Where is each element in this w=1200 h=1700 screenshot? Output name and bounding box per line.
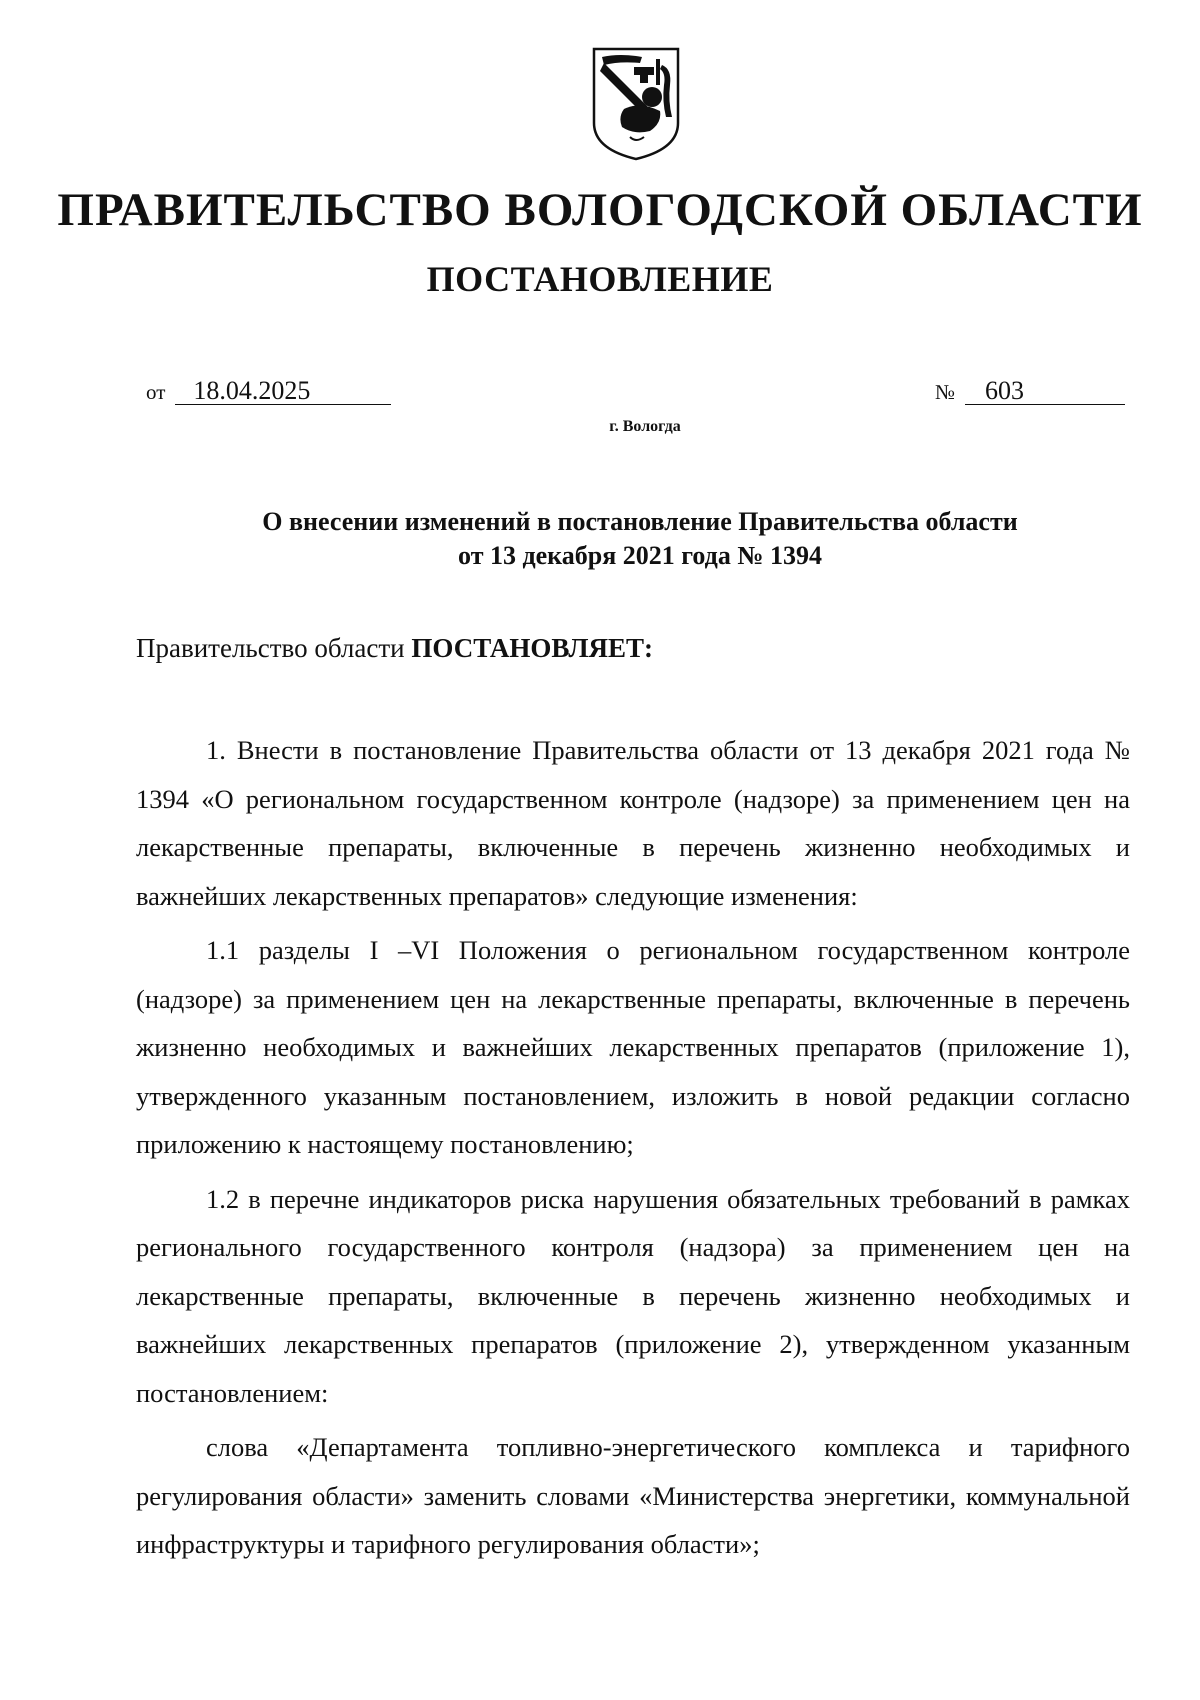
- vologda-coat-of-arms-icon: [590, 45, 682, 163]
- paragraph-1: 1. Внести в постановление Правительства области от 13 декабря 2021 года № 1394 «О региональном государственном контроле (надзоре) за применением цен на лекарственные препараты, включенные в перечень жизненно необходимых и важнейших лекарственных препаратов» следующие изменения:: [136, 735, 1130, 911]
- document-number: 603: [965, 378, 1125, 405]
- paragraph-replacement: слова «Департамента топливно-энергетического комплекса и тарифного регулирования области» заменить словами «Министерства энергетики, коммунальной инфраструктуры и тарифного регулирования области»;: [136, 1432, 1130, 1559]
- preamble-text: Правительство области: [136, 633, 412, 663]
- subject-line-1: О внесении изменений в постановление Правительства области: [262, 507, 1018, 536]
- document-type-title: ПОСТАНОВЛЕНИЕ: [426, 259, 774, 299]
- number-prefix: №: [935, 380, 956, 404]
- document-subject: [150, 505, 1130, 573]
- paragraph-1-2: 1.2 в перечне индикаторов риска нарушения обязательных требований в рамках регионального государственного контроля (надзора) за применением цен на лекарственные препараты, включенные в перечень жизненно необходимых и важнейших лекарственных препаратов (приложение 2), утвержденном указанным постановлением:: [136, 1183, 1130, 1408]
- city-label: г. Вологда: [609, 418, 681, 435]
- document-number-field: [935, 378, 1125, 405]
- paragraph-1-1: 1.1 разделы I –VI Положения о региональном государственном контроле (надзоре) за применением цен на лекарственные препараты, включенные в перечень жизненно необходимых и важнейших лекарственных препаратов (приложение 1), утвержденного указанным постановлением, изложить в новой редакции согласно приложению к настоящему постановлению;: [136, 935, 1130, 1159]
- document-body: [136, 726, 1130, 1575]
- date-prefix: от: [146, 380, 166, 404]
- document-date: 18.04.2025: [175, 378, 391, 405]
- preamble-emphasis: ПОСТАНОВЛЯЕТ:: [411, 633, 653, 663]
- subject-line-2: от 13 декабря 2021 года № 1394: [458, 541, 822, 570]
- organization-title: ПРАВИТЕЛЬСТВО ВОЛОГОДСКОЙ ОБЛАСТИ: [57, 184, 1143, 236]
- preamble: [136, 633, 653, 664]
- document-date-field: [146, 378, 391, 405]
